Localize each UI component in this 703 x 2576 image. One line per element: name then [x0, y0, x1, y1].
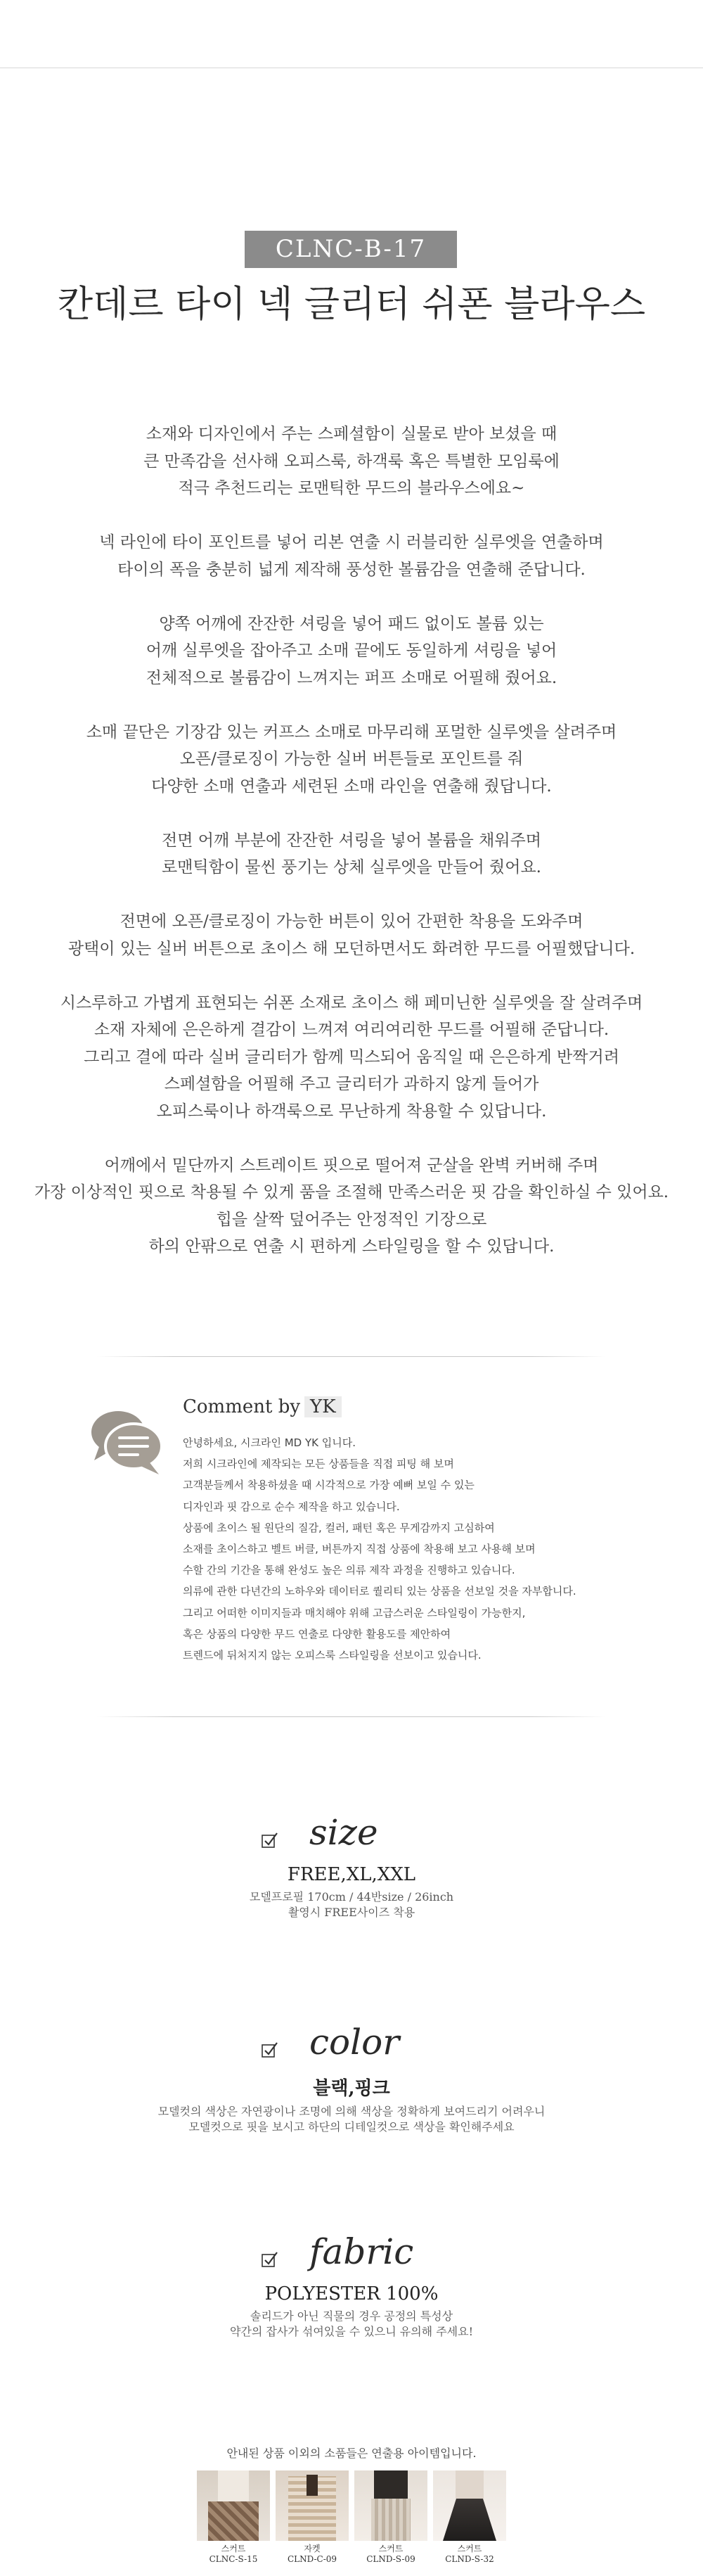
related-item[interactable]	[354, 2470, 427, 2572]
description-line: 로맨틱함이 물씬 풍기는 상체 실루엣을 만들어 줬어요.	[162, 858, 541, 876]
comment-line: 상품에 초이스 될 원단의 질감, 컬러, 패턴 혹은 무게감까지 고심하여	[183, 1521, 495, 1534]
comment-bottom-divider	[97, 1716, 606, 1717]
description-line: 타이의 폭을 충분히 넓게 제작해 풍성한 볼륨감을 연출해 준답니다.	[117, 560, 586, 579]
comment-line: 혹은 상품의 다양한 무드 연출로 다양한 활용도를 제안하여	[183, 1627, 451, 1640]
item-photo	[354, 2470, 427, 2541]
description-paragraph	[0, 421, 703, 502]
comment-author: YK	[304, 1396, 342, 1417]
item-category: 스커트	[378, 2544, 404, 2553]
comment-label: Comment by	[183, 1396, 301, 1417]
product-title: 칸데르 타이 넥 글리터 쉬폰 블라우스	[57, 283, 646, 326]
related-item[interactable]	[433, 2470, 506, 2572]
size-note-2: 촬영시 FREE사이즈 착용	[288, 1906, 415, 1919]
size-note-1: 모델프로필 170cm / 44반size / 26inch	[249, 1890, 454, 1904]
item-code: CLND-C-09	[287, 2554, 337, 2564]
description-line: 힙을 살짝 덮어주는 안정적인 기장으로	[216, 1210, 487, 1229]
size-header	[0, 1812, 703, 1858]
color-header	[0, 2022, 703, 2068]
item-code: CLND-S-09	[366, 2554, 415, 2564]
description-line: 어깨에서 밑단까지 스트레이트 핏으로 떨어져 군살을 완벽 커버해 주며	[104, 1156, 599, 1175]
item-code: CLND-S-32	[445, 2554, 494, 2564]
color-title: color	[309, 2022, 400, 2062]
comment-line: 의류에 관한 다년간의 노하우와 데이터로 퀄리티 있는 상품을 선보일 것을 자부합니다.	[183, 1585, 576, 1598]
comment-line: 그리고 어떠한 이미지들과 매치해야 위해 고급스러운 스타일링이 가능한지,	[183, 1606, 526, 1619]
description-line: 전면 어깨 부분에 잔잔한 셔링을 넣어 볼륨을 채워주며	[162, 831, 541, 850]
description-paragraph	[0, 990, 703, 1126]
item-category: 자켓	[304, 2544, 321, 2553]
size-value: FREE,XL,XXL	[287, 1864, 416, 1885]
color-section	[0, 2022, 703, 2135]
comment-top-divider	[97, 1356, 606, 1357]
comment-line: 안녕하세요, 시크라인 MD YK 입니다.	[183, 1436, 356, 1449]
fabric-note-2: 약간의 잡사가 섞여있을 수 있으니 유의해 주세요!	[229, 2325, 474, 2338]
color-note-2: 모델컷으로 핏을 보시고 하단의 디테일컷으로 색상을 확인해주세요	[188, 2120, 515, 2134]
item-photo	[433, 2470, 506, 2541]
description-line: 양쪽 어깨에 잔잔한 셔링을 넣어 패드 없이도 볼륨 있는	[159, 614, 544, 633]
description-paragraph	[0, 908, 703, 962]
description-line: 큰 만족감을 선사해 오피스룩, 하객룩 혹은 특별한 모임룩에	[143, 452, 560, 471]
description-paragraph	[0, 529, 703, 583]
related-items	[197, 2470, 506, 2572]
description-line: 그리고 결에 따라 실버 글리터가 함께 믹스되어 움직일 때 은은하게 반짝거려	[84, 1047, 619, 1066]
product-description	[0, 421, 703, 1261]
fabric-title: fabric	[309, 2231, 414, 2272]
description-paragraph	[0, 1152, 703, 1261]
description-paragraph	[0, 611, 703, 692]
description-line: 스페셜함을 어필해 주고 글리터가 과하지 않게 들어가	[164, 1075, 539, 1093]
comment-header	[183, 1396, 342, 1417]
color-value: 블랙,핑크	[313, 2078, 390, 2099]
description-line: 넥 라인에 타이 포인트를 넣어 리본 연출 시 러블리한 실루엣을 연출하며	[99, 533, 604, 551]
item-photo	[197, 2470, 270, 2541]
checkbox-icon	[262, 2041, 278, 2058]
description-line: 오피스룩이나 하객룩으로 무난하게 착용할 수 있답니다.	[156, 1102, 547, 1121]
related-items-notice: 안내된 상품 이외의 소품들은 연출용 아이템입니다.	[226, 2447, 477, 2460]
comment-body	[183, 1432, 633, 1666]
description-line: 어깨 실루엣을 잡아주고 소매 끝에도 동일하게 셔링을 넣어	[146, 642, 557, 660]
comment-line: 트렌드에 뒤처지지 않는 오피스룩 스타일링을 선보이고 있습니다.	[183, 1649, 482, 1662]
description-line: 광택이 있는 실버 버튼으로 초이스 해 모던하면서도 화려한 무드를 어필했답니다.	[67, 939, 636, 958]
item-category: 스커트	[221, 2544, 246, 2553]
item-category: 스커트	[457, 2544, 482, 2553]
description-line: 시스루하고 가볍게 표현되는 쉬폰 소재로 초이스 해 페미닌한 실루엣을 잘 살려주며	[60, 993, 643, 1012]
description-paragraph	[0, 827, 703, 881]
checkbox-icon	[262, 1832, 278, 1849]
description-line: 소매 끝단은 기장감 있는 커프스 소매로 마무리해 포멀한 실루엣을 살려주며	[86, 722, 617, 741]
comment-line: 수할 간의 기간을 통해 완성도 높은 의류 제작 과정을 진행하고 있습니다.	[183, 1564, 515, 1577]
related-item[interactable]	[276, 2470, 349, 2572]
description-paragraph	[0, 719, 703, 801]
checkbox-icon	[262, 2251, 278, 2268]
related-item[interactable]	[197, 2470, 270, 2572]
comment-line: 소재를 초이스하고 벨트 버클, 버튼까지 직접 상품에 착용해 보고 사용해 보며	[183, 1543, 536, 1556]
description-line: 소재 자체에 은은하게 결감이 느껴져 여리여리한 무드를 어필해 준답니다.	[93, 1021, 610, 1039]
fabric-note-1: 솔리드가 아닌 직물의 경우 공정의 특성상	[250, 2309, 453, 2323]
comment-line: 고객분들께서 착용하셨을 때 시각적으로 가장 예뻐 보일 수 있는	[183, 1479, 475, 1492]
description-line: 하의 안팎으로 연출 시 편하게 스타일링을 할 수 있답니다.	[148, 1237, 555, 1256]
description-line: 다양한 소매 연출과 세련된 소매 라인을 연출해 줬답니다.	[151, 777, 552, 796]
fabric-value: POLYESTER 100%	[264, 2283, 439, 2304]
item-photo	[276, 2470, 349, 2541]
description-line: 소재와 디자인에서 주는 스페셜함이 실물로 받아 보셨을 때	[146, 425, 557, 443]
description-line: 전면에 오픈/클로징이 가능한 버튼이 있어 간편한 착용을 도와주며	[120, 912, 583, 931]
description-line: 적극 추천드리는 로맨틱한 무드의 블라우스에요~	[178, 479, 525, 497]
product-code-badge: CLNC-B-17	[245, 231, 457, 268]
fabric-header	[0, 2231, 703, 2278]
comment-line: 저희 시크라인에 제작되는 모든 상품들을 직접 피팅 해 보며	[183, 1458, 454, 1471]
size-section	[0, 1812, 703, 1920]
comment-line: 디자인과 핏 감으로 순수 제작을 하고 있습니다.	[183, 1500, 400, 1513]
fabric-section	[0, 2231, 703, 2340]
description-line: 전체적으로 볼륨감이 느껴지는 퍼프 소매로 어필해 줬어요.	[146, 668, 557, 687]
color-note-1: 모델컷의 색상은 자연광이나 조명에 의해 색상을 정확하게 보여드리기 어려우니	[157, 2105, 546, 2118]
item-code: CLNC-S-15	[209, 2554, 258, 2564]
description-line: 가장 이상적인 핏으로 착용될 수 있게 품을 조절해 만족스러운 핏 감을 확인하실 수 있어요.	[34, 1183, 669, 1201]
comment-bubble-icon	[90, 1408, 163, 1476]
size-title: size	[309, 1812, 378, 1853]
description-line: 오픈/클로징이 가능한 실버 버튼들로 포인트를 줘	[179, 750, 524, 768]
